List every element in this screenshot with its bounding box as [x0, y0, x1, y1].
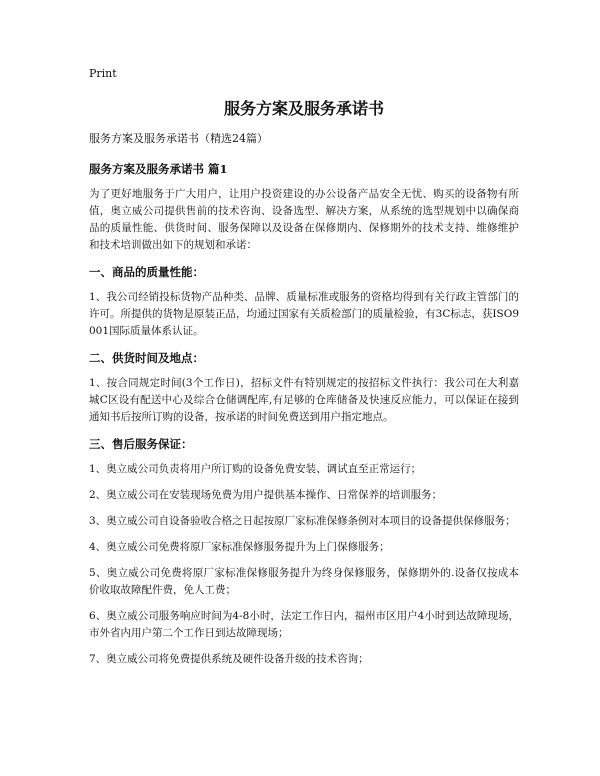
after-sales-item-5: 5、奥立威公司免费将原厂家标准保修服务提升为终身保修服务，保修期外的.设备仅按成本价收取故障配件费，免人工费； — [89, 567, 519, 596]
after-sales-item-1: 1、奥立威公司负责将用户所订购的设备免费安装、调试直至正常运行； — [89, 463, 422, 475]
section-body-delivery: 1、按合同规定时间(3个工作日)，招标文件有特别规定的按招标文件执行：我公司在大利嘉城C区设有配送中心及综合仓储调配库,有足够的仓库储备及快速反应能力，可以保证在接到通知书后按所订购的设备，按承诺的时间免费送到用户指定地点。 — [89, 377, 519, 423]
document-page — [89, 66, 519, 677]
section-body-quality: 1、我公司经销投标货物产品种类、品牌、质量标准或服务的资格均得到有关行政主管部门的许可。所提供的货物是原装正品，均通过国家有关质检部门的质量检验，有3C标志，获ISO9001国际质量体系认证。 — [89, 291, 519, 337]
after-sales-item-4: 4、奥立威公司免费将原厂家标准保修服务提升为上门保修服务； — [89, 541, 390, 553]
document-subtitle: 服务方案及服务承诺书（精选24篇） — [89, 132, 268, 145]
section-heading-delivery: 二、供货时间及地点： — [89, 351, 204, 365]
after-sales-item-3: 3、奥立威公司自设备验收合格之日起按原厂家标准保修条例对本项目的设备提供保修服务； — [89, 515, 516, 527]
print-label: Print — [89, 67, 117, 80]
article-heading: 服务方案及服务承诺书 篇1 — [89, 162, 228, 176]
intro-paragraph: 为了更好地服务于广大用户，让用户投资建设的办公设备产品安全无忧、购买的设备物有所值，奥立威公司提供售前的技术咨询、设备选型、解决方案，从系统的选型规划中以确保商品的质量性能、供货时间、服务保障以及设备在保修期内、保修期外的技术支持、维修维护和技术培训做出如下的规划和承诺： — [89, 188, 519, 251]
document-title: 服务方案及服务承诺书 — [223, 99, 384, 118]
section-heading-after-sales: 三、售后服务保证： — [89, 437, 193, 451]
after-sales-item-6: 6、奥立威公司服务响应时间为4-8小时，法定工作日内，福州市区用户4小时到达故障现场，市外省内用户第二个工作日到达故障现场； — [89, 610, 519, 639]
section-heading-quality: 一、商品的质量性能： — [89, 265, 204, 279]
after-sales-item-2: 2、奥立威公司在安装现场免费为用户提供基本操作、日常保养的培训服务； — [89, 489, 443, 501]
after-sales-item-7: 7、奥立威公司将免费提供系统及硬件设备升级的技术咨询； — [89, 653, 369, 665]
